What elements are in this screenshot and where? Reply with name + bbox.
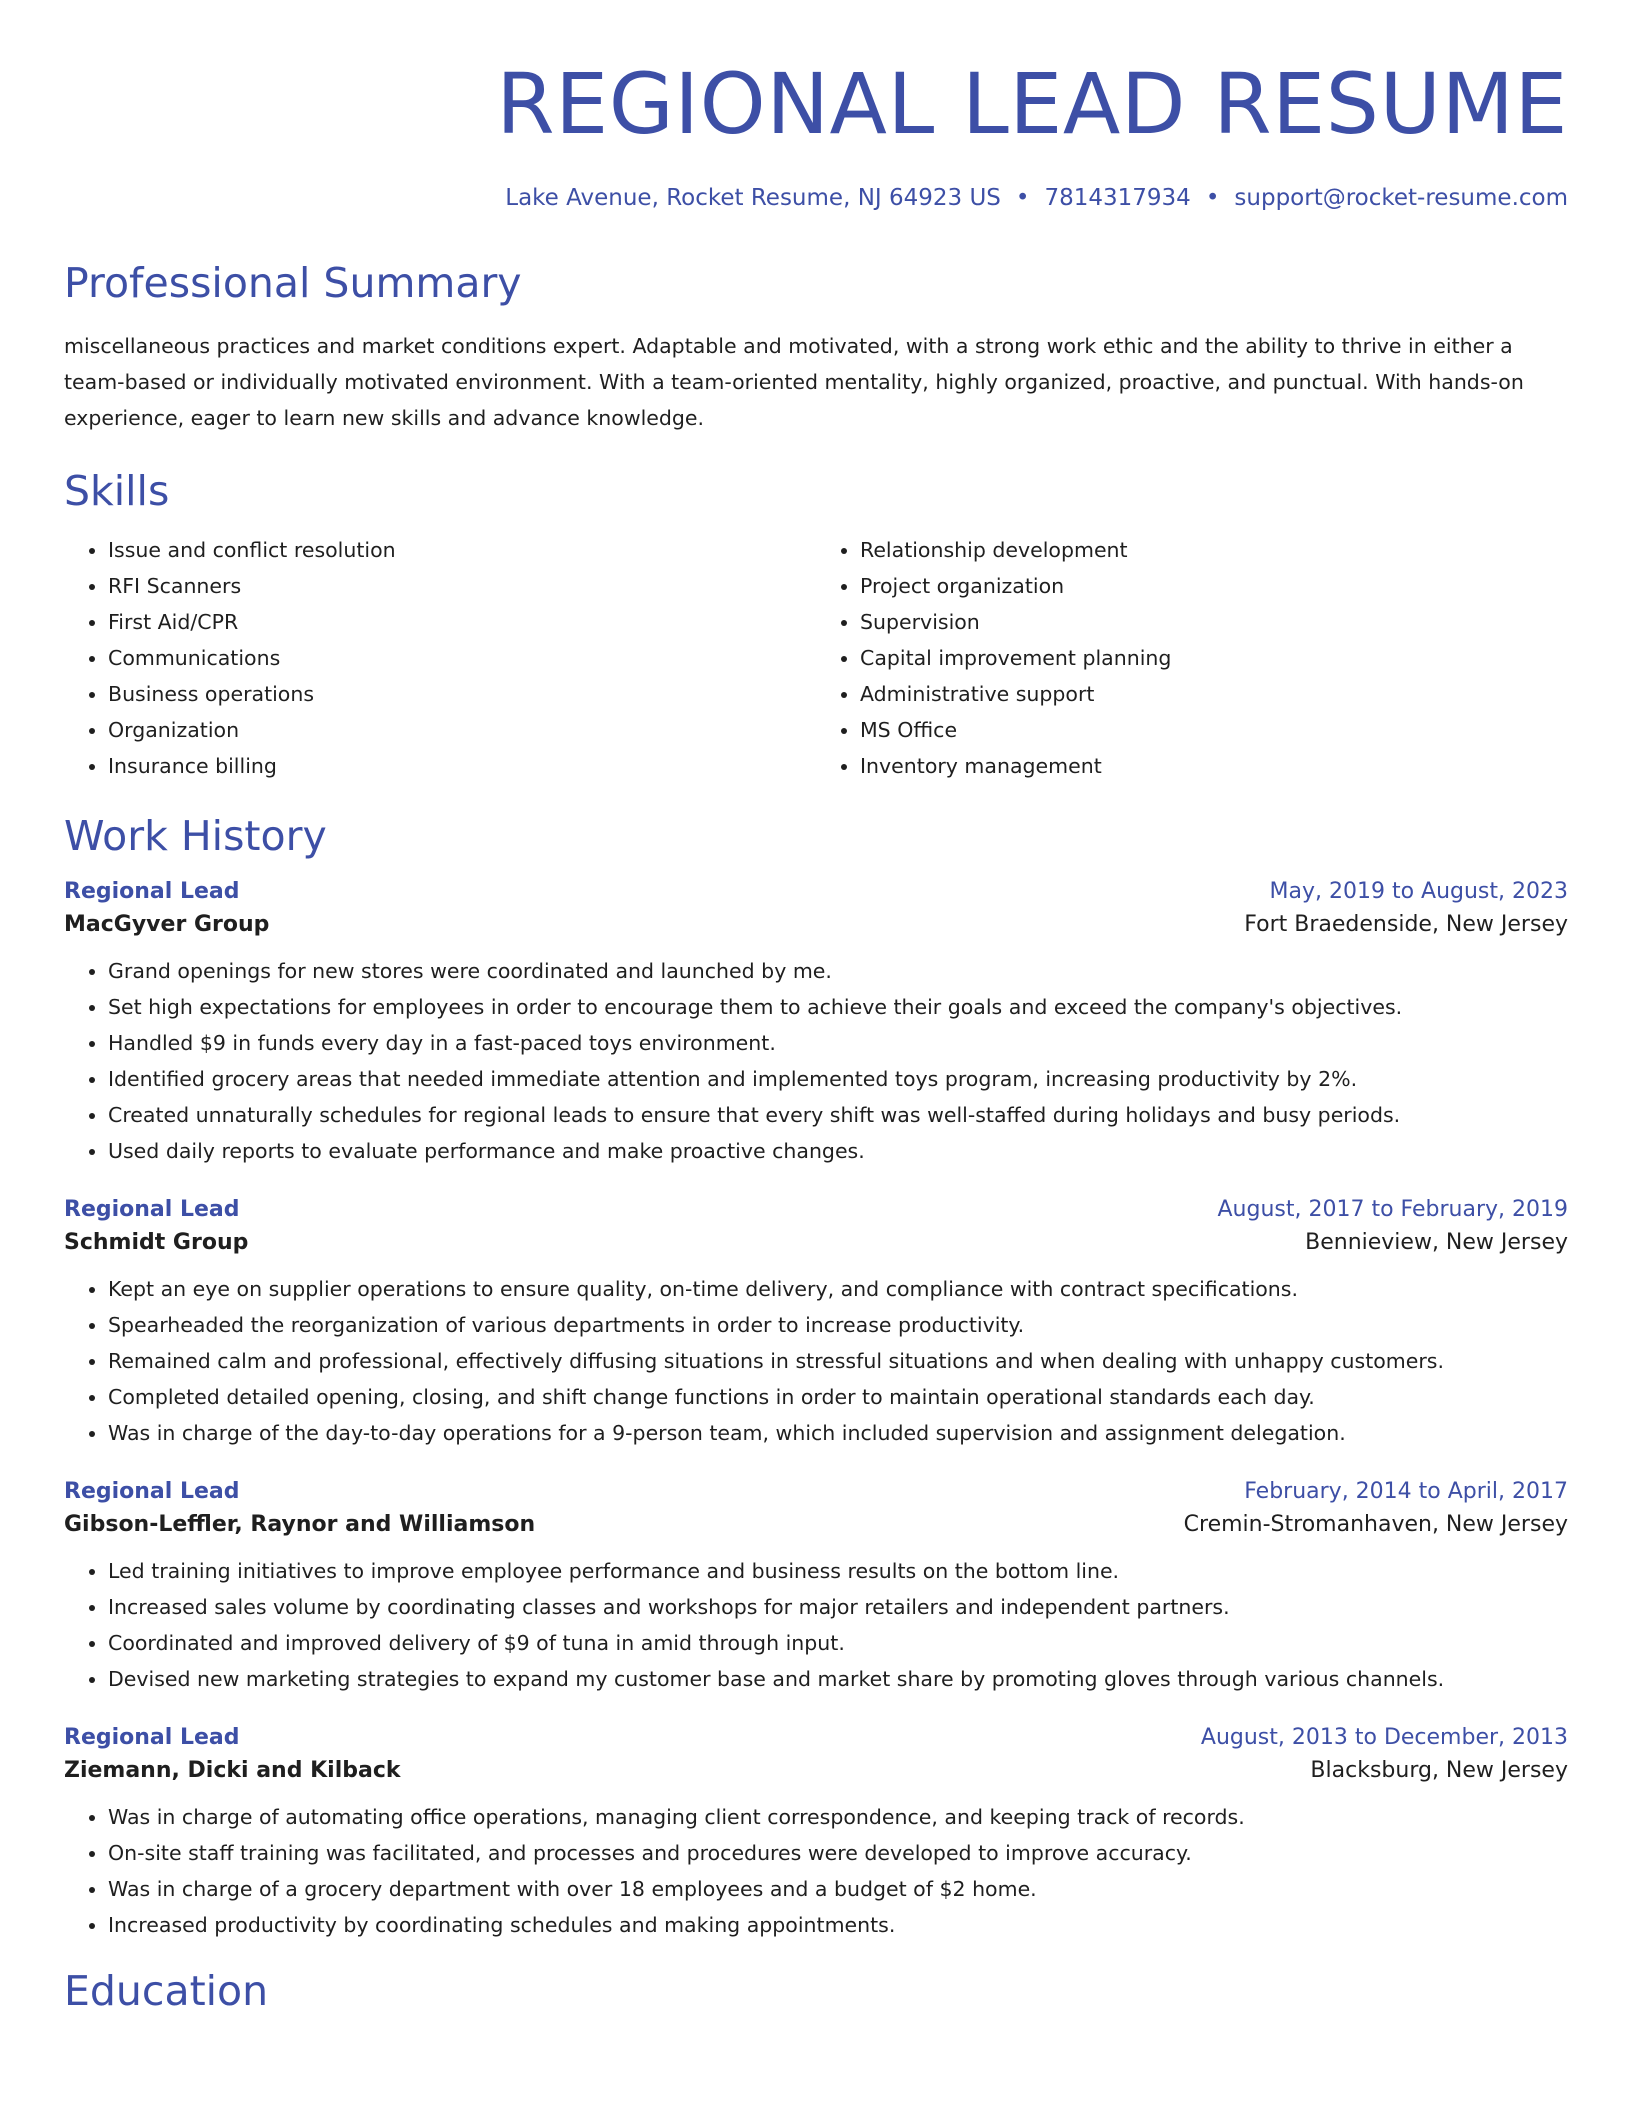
summary-text: miscellaneous practices and market conditions expert. Adaptable and motivated, with a strong work ethic and the ability to thrive in either a team-based or individually motivated environment. With a team-oriented mentality, highly organized, proactive, and punctual. With hands-on experience, eager to learn new skills and advance knowledge.	[64, 334, 1524, 430]
job-entry	[64, 879, 1568, 1169]
job-bullet: • Identified grocery areas that needed immediate attention and implemented toys program, increasing productivity by 2%.	[108, 1061, 1568, 1097]
skill-item: • MS Office	[860, 712, 1558, 748]
job-bullet: • Increased productivity by coordinating schedules and making appointments.	[108, 1907, 1568, 1943]
job-bullet: • Led training initiatives to improve employee performance and business results on the bottom line.	[108, 1553, 1568, 1589]
job-company: MacGyver Group	[64, 912, 270, 937]
skill-item: • Administrative support	[860, 676, 1558, 712]
skills-column-right	[806, 532, 1558, 784]
contact-separator: •	[1205, 185, 1220, 211]
job-bullets	[64, 1271, 1568, 1451]
job-subheader	[64, 1758, 1568, 1783]
job-location: Bennieview, New Jersey	[1305, 1230, 1568, 1255]
job-role: Regional Lead	[64, 1197, 240, 1222]
skills-list	[64, 532, 1568, 784]
job-role: Regional Lead	[64, 1725, 240, 1750]
skill-item: • Communications	[108, 640, 806, 676]
job-bullets	[64, 1799, 1568, 1943]
contact-separator: •	[1015, 185, 1030, 211]
job-bullet: • Coordinated and improved delivery of $9 of tuna in amid through input.	[108, 1625, 1568, 1661]
job-dates: May, 2019 to August, 2023	[1269, 879, 1568, 904]
contact-line	[64, 185, 1568, 211]
job-dates: February, 2014 to April, 2017	[1244, 1479, 1568, 1504]
job-header	[64, 1725, 1568, 1750]
job-company: Gibson-Leffler, Raynor and Williamson	[64, 1512, 536, 1537]
job-location: Fort Braedenside, New Jersey	[1244, 912, 1568, 937]
job-bullet: • Completed detailed opening, closing, and shift change functions in order to maintain operational standards each day.	[108, 1379, 1568, 1415]
job-bullet: • Increased sales volume by coordinating classes and workshops for major retailers and independent partners.	[108, 1589, 1568, 1625]
skill-item: • Project organization	[860, 568, 1558, 604]
job-bullet: • Was in charge of automating office operations, managing client correspondence, and keeping track of records.	[108, 1799, 1568, 1835]
job-bullet: • Set high expectations for employees in order to encourage them to achieve their goals and exceed the company's objectives.	[108, 989, 1568, 1025]
job-bullet: • Spearheaded the reorganization of various departments in order to increase productivity.	[108, 1307, 1568, 1343]
summary-heading: Professional Summary	[64, 259, 522, 307]
skill-item: • First Aid/CPR	[108, 604, 806, 640]
job-company: Ziemann, Dicki and Kilback	[64, 1758, 401, 1783]
skill-item: • Supervision	[860, 604, 1558, 640]
job-header	[64, 1197, 1568, 1222]
job-subheader	[64, 912, 1568, 937]
skill-item: • Capital improvement planning	[860, 640, 1558, 676]
education-heading: Education	[64, 1967, 269, 2015]
job-bullet: • Devised new marketing strategies to expand my customer base and market share by promoting gloves through various channels.	[108, 1661, 1568, 1697]
skill-item: • RFI Scanners	[108, 568, 806, 604]
job-subheader	[64, 1230, 1568, 1255]
job-company: Schmidt Group	[64, 1230, 249, 1255]
job-bullets	[64, 1553, 1568, 1697]
job-bullet: • On-site staff training was facilitated, and processes and procedures were developed to improve accuracy.	[108, 1835, 1568, 1871]
job-bullet: • Created unnaturally schedules for regional leads to ensure that every shift was well-staffed during holidays and busy periods.	[108, 1097, 1568, 1133]
job-role: Regional Lead	[64, 879, 240, 904]
contact-phone: 7814317934	[1044, 185, 1191, 211]
job-bullets	[64, 953, 1568, 1169]
contact-email: support@rocket-resume.com	[1234, 185, 1568, 211]
job-header	[64, 879, 1568, 904]
contact-address: Lake Avenue, Rocket Resume, NJ 64923 US	[505, 185, 1001, 211]
job-subheader	[64, 1512, 1568, 1537]
job-header	[64, 1479, 1568, 1504]
job-role: Regional Lead	[64, 1479, 240, 1504]
skill-item: • Business operations	[108, 676, 806, 712]
work-history-list	[64, 879, 1568, 1943]
skills-column-left	[64, 532, 806, 784]
job-entry	[64, 1479, 1568, 1697]
job-bullet: • Kept an eye on supplier operations to ensure quality, on-time delivery, and compliance with contract specifications.	[108, 1271, 1568, 1307]
job-bullet: • Used daily reports to evaluate performance and make proactive changes.	[108, 1133, 1568, 1169]
job-bullet: • Remained calm and professional, effectively diffusing situations in stressful situations and when dealing with unhappy customers.	[108, 1343, 1568, 1379]
job-bullet: • Handled $9 in funds every day in a fast-paced toys environment.	[108, 1025, 1568, 1061]
skill-item: • Organization	[108, 712, 806, 748]
skill-item: • Issue and conflict resolution	[108, 532, 806, 568]
resume-title: REGIONAL LEAD RESUME	[496, 55, 1568, 153]
job-dates: August, 2013 to December, 2013	[1200, 1725, 1568, 1750]
skills-heading: Skills	[64, 467, 170, 515]
skill-item: • Insurance billing	[108, 748, 806, 784]
job-bullet: • Grand openings for new stores were coordinated and launched by me.	[108, 953, 1568, 989]
job-bullet: • Was in charge of the day-to-day operations for a 9-person team, which included supervision and assignment delegation.	[108, 1415, 1568, 1451]
job-location: Cremin-Stromanhaven, New Jersey	[1183, 1512, 1568, 1537]
job-bullet: • Was in charge of a grocery department with over 18 employees and a budget of $2 home.	[108, 1871, 1568, 1907]
skill-item: • Inventory management	[860, 748, 1558, 784]
job-location: Blacksburg, New Jersey	[1310, 1758, 1568, 1783]
job-entry	[64, 1725, 1568, 1943]
work-history-heading: Work History	[64, 812, 327, 860]
job-entry	[64, 1197, 1568, 1451]
skill-item: • Relationship development	[860, 532, 1558, 568]
job-dates: August, 2017 to February, 2019	[1217, 1197, 1568, 1222]
